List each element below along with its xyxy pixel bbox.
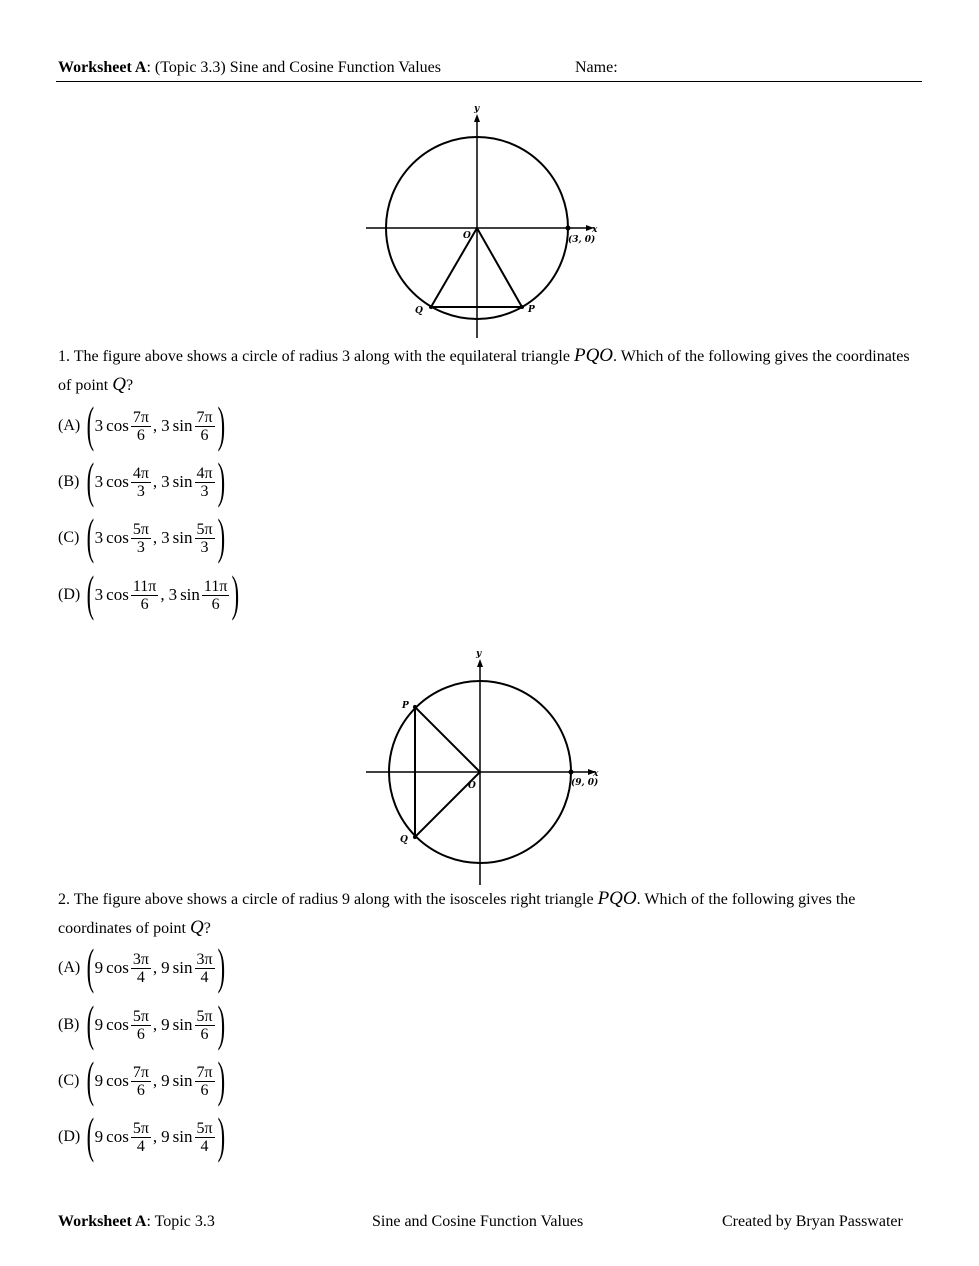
answer-choice[interactable] <box>58 995 225 1051</box>
sin-fn: sin <box>172 416 193 435</box>
sin-fn: sin <box>172 1071 193 1090</box>
figure-1 <box>360 98 610 343</box>
cos-fraction: $\frac{5\pi}{3}$ <box>132 520 149 556</box>
y-axis-arrow <box>477 659 483 667</box>
coefficient: 3 <box>94 472 104 491</box>
left-paren: ( <box>86 938 95 994</box>
worksheet-title: : (Topic 3.3) Sine and Cosine Function Values <box>146 59 442 76</box>
cos-fn: cos <box>106 472 129 491</box>
cos-fraction: $\frac{3\pi}{4}$ <box>132 950 149 986</box>
cos-fn: cos <box>106 1127 129 1146</box>
coordinate-expression <box>86 508 225 564</box>
sin-fraction: $\frac{7\pi}{6}$ <box>196 1063 213 1099</box>
choice-letter: (B) <box>58 1016 80 1033</box>
right-paren: ) <box>217 452 225 508</box>
coefficient: 9 <box>94 1015 104 1034</box>
cos-fn: cos <box>106 958 129 977</box>
footer-topic: : Topic 3.3 <box>146 1213 215 1230</box>
coefficient: 3 <box>94 585 104 604</box>
sin-fraction: $\frac{4\pi}{3}$ <box>196 464 213 500</box>
point-9-0 <box>569 770 574 775</box>
point-q <box>413 835 417 839</box>
comma: , <box>152 958 158 977</box>
right-paren: ) <box>217 1107 225 1163</box>
cos-fraction: $\frac{5\pi}{4}$ <box>132 1119 149 1155</box>
page-header <box>58 59 922 77</box>
comma: , <box>160 585 165 604</box>
coefficient: 3 <box>94 528 104 547</box>
choice-letter: (A) <box>58 417 81 434</box>
sin-fraction: $\frac{11\pi}{6}$ <box>203 577 228 613</box>
point-q <box>429 305 433 309</box>
coefficient: 3 <box>161 416 170 435</box>
coordinate-expression <box>86 565 240 621</box>
sin-fraction: $\frac{3\pi}{4}$ <box>196 950 213 986</box>
footer-center: Sine and Cosine Function Values <box>372 1213 584 1230</box>
answer-choice[interactable] <box>58 565 240 621</box>
choice-letter: (C) <box>58 529 80 546</box>
coefficient: 9 <box>161 1015 170 1034</box>
coefficient: 9 <box>161 1071 170 1090</box>
worksheet-title-bold: Worksheet A <box>58 59 147 76</box>
cos-fraction: $\frac{4\pi}{3}$ <box>132 464 149 500</box>
cos-fraction: $\frac{11\pi}{6}$ <box>132 577 157 613</box>
left-paren: ( <box>86 995 95 1051</box>
left-paren: ( <box>86 1107 95 1163</box>
point-p <box>520 305 524 309</box>
coefficient: 3 <box>168 585 178 604</box>
question-1-text: 1. The figure above shows a circle of radius 3 along with the equilateral triangle PQO. Which of the following gives the coordinates of point Q? <box>58 345 910 395</box>
coordinate-expression <box>86 396 225 452</box>
cos-fraction: $\frac{7\pi}{6}$ <box>132 408 149 444</box>
cos-fn: cos <box>106 1015 129 1034</box>
point-name: Q <box>112 374 126 395</box>
coefficient: 9 <box>94 1071 104 1090</box>
sin-fn: sin <box>172 1127 193 1146</box>
cos-fn: cos <box>106 416 129 435</box>
sin-fn: sin <box>172 958 193 977</box>
footer-left <box>58 1213 215 1231</box>
question-2-text: 2. The figure above shows a circle of radius 9 along with the isosceles right triangle PQO. Which of the following gives the coordinates of point Q? <box>58 888 856 938</box>
sin-fraction: $\frac{7\pi}{6}$ <box>196 408 213 444</box>
left-paren: ( <box>86 452 95 508</box>
right-paren: ) <box>217 396 225 452</box>
right-paren: ) <box>217 508 225 564</box>
coefficient: 3 <box>161 528 170 547</box>
coefficient: 9 <box>161 1127 170 1146</box>
choice-letter: (D) <box>58 1128 81 1145</box>
point-name: Q <box>189 917 204 938</box>
coordinate-expression <box>86 1051 225 1107</box>
coordinate-expression <box>86 995 225 1051</box>
answer-choice[interactable] <box>58 938 225 994</box>
p-label: P <box>528 305 535 315</box>
answer-choice[interactable] <box>58 1107 225 1163</box>
comma: , <box>152 528 158 547</box>
footer-title-bold: Worksheet A <box>58 1213 147 1230</box>
cos-fn: cos <box>106 585 129 604</box>
answer-choice[interactable] <box>58 508 225 564</box>
origin-label: O <box>468 781 476 791</box>
triangle-name: PQO <box>573 345 614 366</box>
footer-right: Created by Bryan Passwater <box>722 1213 903 1230</box>
coefficient: 9 <box>94 1127 104 1146</box>
left-paren: ( <box>86 508 95 564</box>
comma: , <box>152 416 158 435</box>
q-label: Q <box>400 835 408 845</box>
point-3-0-label: (3, 0) <box>568 235 596 245</box>
x-axis-label: x <box>592 225 598 235</box>
point-3-0 <box>566 226 571 231</box>
right-paren: ) <box>217 995 225 1051</box>
sin-fraction: $\frac{5\pi}{3}$ <box>196 520 213 556</box>
coefficient: 9 <box>94 958 104 977</box>
coordinate-expression <box>86 1107 225 1163</box>
cos-fraction: $\frac{5\pi}{6}$ <box>132 1007 149 1043</box>
cos-fn: cos <box>106 1071 129 1090</box>
point-9-0-label: (9, 0) <box>571 778 599 788</box>
right-paren: ) <box>217 938 225 994</box>
left-paren: ( <box>86 396 95 452</box>
coefficient: 3 <box>161 472 170 491</box>
right-paren: ) <box>231 565 240 621</box>
left-paren: ( <box>86 1051 95 1107</box>
y-axis-label: y <box>476 649 482 659</box>
coefficient: 9 <box>161 958 170 977</box>
y-axis-arrow <box>474 114 480 122</box>
coefficient: 3 <box>94 416 104 435</box>
answer-choice[interactable] <box>58 452 225 508</box>
q-label: Q <box>415 306 423 316</box>
choice-letter: (C) <box>58 1072 80 1089</box>
comma: , <box>152 1127 158 1146</box>
right-paren: ) <box>217 1051 225 1107</box>
comma: , <box>152 1071 158 1090</box>
choice-letter: (B) <box>58 473 80 490</box>
cos-fraction: $\frac{7\pi}{6}$ <box>132 1063 149 1099</box>
coordinate-expression <box>86 938 225 994</box>
comma: , <box>152 1015 158 1034</box>
coordinate-expression <box>86 452 225 508</box>
sin-fraction: $\frac{5\pi}{6}$ <box>196 1007 213 1043</box>
point-p <box>413 705 417 709</box>
left-paren: ( <box>86 565 95 621</box>
sin-fn: sin <box>172 528 193 547</box>
choice-letter: (D) <box>58 586 81 603</box>
x-axis-label: x <box>593 769 599 779</box>
figure-2 <box>360 645 610 890</box>
choice-letter: (A) <box>58 959 81 976</box>
sin-fn: sin <box>180 585 200 604</box>
answer-choice[interactable] <box>58 396 225 452</box>
sin-fraction: $\frac{5\pi}{4}$ <box>196 1119 213 1155</box>
name-label: Name: <box>575 59 618 76</box>
header-divider <box>56 81 922 82</box>
y-axis-label: y <box>474 104 480 114</box>
cos-fn: cos <box>106 528 129 547</box>
comma: , <box>152 472 158 491</box>
sin-fn: sin <box>172 472 193 491</box>
answer-choice[interactable] <box>58 1051 225 1107</box>
p-label: P <box>402 701 409 711</box>
sin-fn: sin <box>172 1015 193 1034</box>
triangle-name: PQO <box>597 888 637 909</box>
origin-label: O <box>463 231 471 241</box>
